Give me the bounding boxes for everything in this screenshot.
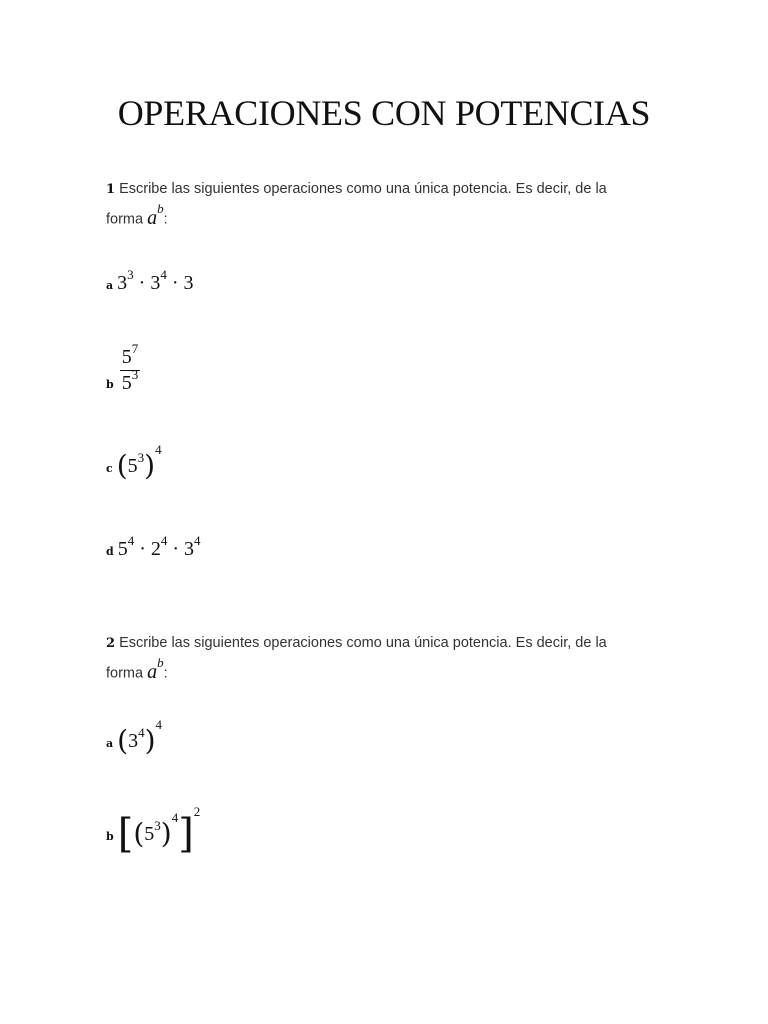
item-label: a bbox=[106, 737, 114, 750]
exercise-2a bbox=[106, 717, 163, 757]
question-colon: : bbox=[163, 665, 168, 682]
exercise-1d bbox=[106, 533, 201, 561]
question-number: 1 bbox=[106, 182, 116, 197]
page-title: OPERACIONES CON POTENCIAS bbox=[117, 93, 651, 133]
math-expression: $3^3 \cdot 3^4 \cdot 3$ bbox=[117, 267, 194, 294]
math-expression: $(3^4)^4$ bbox=[117, 717, 163, 757]
math-expression: $[(5^3)^4]^2$ bbox=[117, 804, 201, 857]
question-text: Escribe las siguientes operaciones como una única potencia. Es decir, de la forma bbox=[106, 181, 607, 228]
math-expression: $5^4 \cdot 2^4 \cdot 3^4$ bbox=[117, 533, 201, 560]
math-expression: $(5^3)^4$ bbox=[116, 442, 162, 482]
item-label: b bbox=[106, 830, 114, 843]
question-2 bbox=[106, 632, 646, 685]
item-label: c bbox=[106, 462, 113, 475]
question-text: Escribe las siguientes operaciones como una única potencia. Es decir, de la forma bbox=[106, 635, 607, 682]
item-label: d bbox=[106, 545, 114, 558]
power-form: $a^b$ bbox=[147, 655, 164, 683]
exercise-1b bbox=[106, 341, 140, 395]
question-colon: : bbox=[163, 211, 168, 228]
fraction-numerator: $5^7$ bbox=[120, 346, 141, 371]
fraction-denominator: $5^3$ bbox=[121, 367, 139, 394]
fraction bbox=[120, 341, 141, 395]
power-form: $a^b$ bbox=[147, 201, 164, 229]
exercise-1a bbox=[106, 267, 194, 295]
question-number: 2 bbox=[106, 636, 116, 651]
question-1 bbox=[106, 178, 646, 231]
item-label: a bbox=[106, 279, 114, 292]
exercise-2b bbox=[106, 804, 201, 857]
item-label: b bbox=[106, 378, 114, 392]
exercise-1c bbox=[106, 442, 162, 482]
